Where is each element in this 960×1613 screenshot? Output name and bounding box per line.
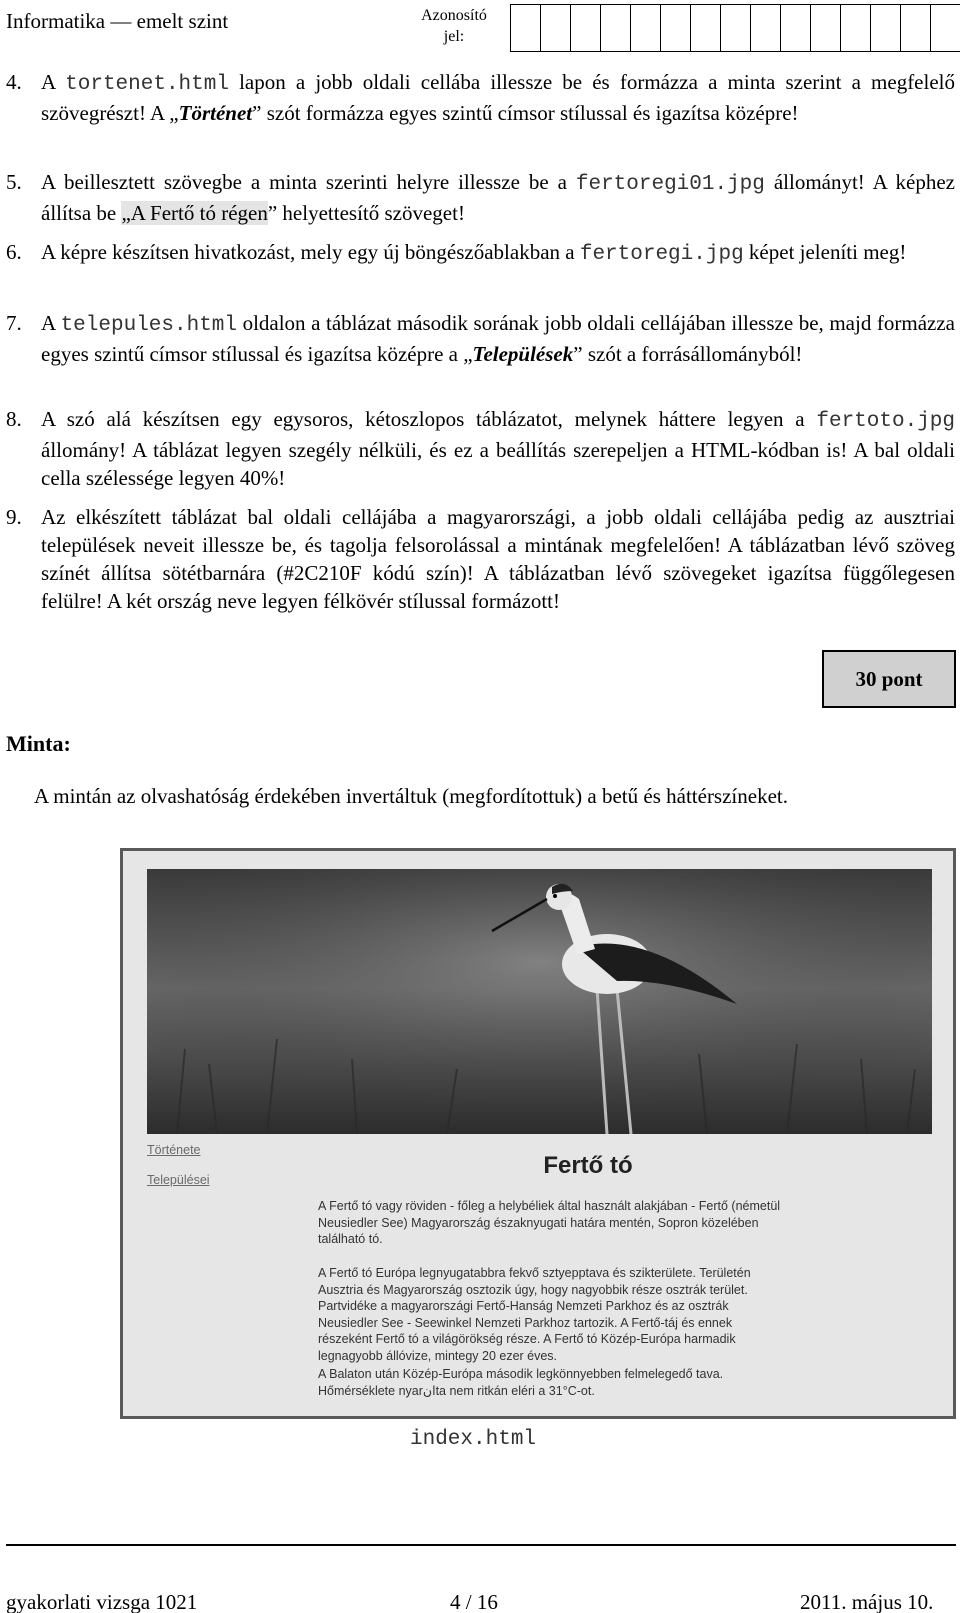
- nav-link-telepulesei[interactable]: Települései: [147, 1173, 210, 1187]
- task-5: 5. A beillesztett szövegbe a minta szerinti helyre illessze be a fertoregi01.jpg állományt! A képhez állítsa be „A Fertő tó régen” helyettesítő szöveget!: [6, 170, 955, 225]
- minta-heading: Minta:: [6, 731, 71, 756]
- sample-webpage-screenshot: [120, 848, 956, 1419]
- sample-nav: [147, 1143, 210, 1203]
- sample-title: Fertő tó: [543, 1152, 633, 1179]
- bird-photo: [147, 869, 932, 1134]
- screenshot-caption: index.html: [410, 1428, 537, 1451]
- footer-date: 2011. május 10.: [800, 1590, 934, 1613]
- task-8: 8. A szó alá készítsen egy egysoros, kétoszlopos táblázatot, melynek háttere legyen a fertoto.jpg állomány! A táblázat legyen szegély nélküli, és ez a beállítás szerepeljen a HTML-kódban is! A bal oldali cella szélessége legyen 40%!: [6, 407, 955, 490]
- minta-note: A mintán az olvashatóság érdekében invertáltuk (megfordítottuk) a betű és háttérszíneket.: [34, 784, 788, 808]
- id-boxes: [510, 4, 960, 52]
- filename: fertoregi01.jpg: [575, 173, 765, 196]
- footer-page-number: 4 / 16: [450, 1590, 498, 1613]
- sample-page-content: [123, 1134, 953, 1416]
- filename: telepules.html: [60, 314, 238, 337]
- task-4: 4. A tortenet.html lapon a jobb oldali cellába illessze be és formázza a minta szerint a megfelelő szövegrészt! A „Történet” szót formázza egyes szintű címsor stílussal és igazítsa középre!: [6, 70, 955, 125]
- filename: fertoto.jpg: [816, 410, 955, 433]
- id-label: Azonosító jel:: [421, 7, 487, 45]
- sample-paragraph: A Fertő tó vagy röviden - főleg a helybéliek által használt alakjában - Fertő (németül Neusiedler See) Magyarország északnyugati határa mentén, Sopron közelében található tó.: [318, 1199, 781, 1246]
- sample-paragraph: A Balaton után Közép-Európa második legkönnyebben felmelegedő tava. Hőmérséklete nyarانta nem ritkán eléri a 31°C-ot.: [318, 1367, 724, 1398]
- points-box: 30 pont: [822, 650, 956, 708]
- header-title: Informatika — emelt szint: [6, 9, 229, 33]
- filename: fertoregi.jpg: [579, 243, 744, 266]
- task-9: 9. Az elkészített táblázat bal oldali cellájába a magyarországi, a jobb oldali cellájába pedig az ausztriai települések neveit illessze be, és tagolja felsorolással a mintának megfelelően! A táblázatban lévő szöveg színét állítsa sötétbarnára (#2C210F kódú szín)! A táblázatban lévő szövegeket igazítsa függőlegesen felülre! A két ország neve legyen félkövér stílussal formázott!: [6, 505, 955, 613]
- task-6: 6. A képre készítsen hivatkozást, mely egy új böngészőablakban a fertoregi.jpg képet jeleníti meg!: [6, 240, 907, 266]
- filename: tortenet.html: [65, 73, 229, 96]
- task-7: 7. A telepules.html oldalon a táblázat második sorának jobb oldali cellájában illessze be, majd formázza egyes szintű címsor stílussal és igazítsa középre a „Települések” szót a forrásállományból!: [6, 311, 956, 366]
- footer-divider: [6, 1544, 956, 1546]
- nav-link-tortenete[interactable]: Története: [147, 1143, 201, 1157]
- footer-exam-code: gyakorlati vizsga 1021: [6, 1590, 198, 1613]
- sample-paragraph: A Fertő tó Európa legnyugatabbra fekvő sztyepptava és szikterülete. Területén Ausztria és Magyarország osztozik úgy, hogy nagyobbik része osztrák terület. Partvidéke a magyarországi Fertő-Hanság Nemzeti Parkhoz és az osztrák Neusiedler See - Seewinkel Nemzeti Parkhoz tartozik. A Fertő-táj és ennek részeként Fertő tó a világörökség része. A Fertő tó Közép-Európa harmadik legnagyobb állóvize, mintegy 20 ezer éves.: [318, 1266, 751, 1363]
- alt-text-highlight: „A Fertő tó régen: [121, 201, 268, 225]
- stilt-bird-image: [147, 869, 932, 1134]
